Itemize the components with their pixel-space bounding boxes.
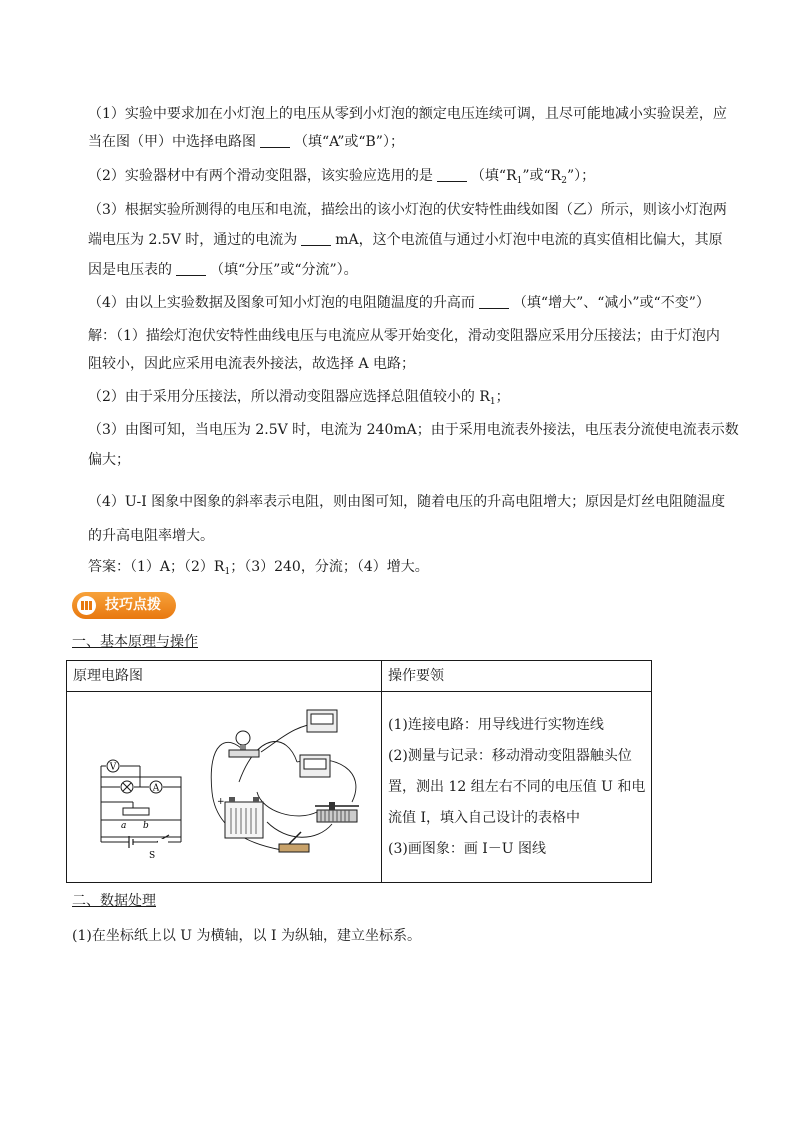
battery-apparatus <box>225 797 263 838</box>
badge-label: 技巧点拨 <box>105 597 161 613</box>
q3-text-d: （填“分压”或“分流”）。 <box>210 262 358 278</box>
subscript: 1 <box>224 567 231 577</box>
operation-steps <box>382 692 652 883</box>
answer-line <box>88 557 718 577</box>
circuit-diagram-cell <box>67 692 382 883</box>
q3-text-a: 端电压为 2.5V 时，通过的电流为 <box>88 232 298 248</box>
voltmeter-label: V <box>109 762 117 773</box>
switch-label: S <box>149 851 156 861</box>
q3-text-b: mA，这个电流值与通过小灯泡中电流的真实值相比偏大，其原 <box>335 232 723 248</box>
answer-blank <box>437 167 467 182</box>
q4-text-a: （4）由以上实验数据及图象可知小灯泡的电阻随温度的升高而 <box>88 295 475 311</box>
q3-text-c: 因是电压表的 <box>88 262 172 278</box>
section2-title: 二、数据处理 <box>72 893 156 909</box>
answer-blank <box>301 231 331 246</box>
table-header-circuit: 原理电路图 <box>67 661 382 692</box>
tips-badge <box>72 592 176 619</box>
op-step-2-cont: 置，测出 12 组左右不同的电压值 U 和电 <box>388 779 646 795</box>
q4-text-b: （填“增大”、“减小”或“不变”） <box>512 295 710 311</box>
rheostat-apparatus <box>315 802 359 822</box>
q1-line1: （1）实验中要求加在小灯泡上的电压从零到小灯泡的额定电压连续可调，且尽可能地减小实验误差，应 <box>88 106 727 122</box>
subscript: 2 <box>561 176 567 186</box>
answer-blank <box>479 294 509 309</box>
q1-text-a: 当在图（甲）中选择电路图 <box>88 134 256 150</box>
s2-text-a: （2）由于采用分压接法，所以滑动变阻器应选择总阻值较小的 R <box>88 389 490 405</box>
book-icon <box>77 596 96 615</box>
op-step-2-cont2: 流值 I，填入自己设计的表格中 <box>388 810 580 826</box>
answer-blank <box>260 133 290 148</box>
circuit-diagram <box>67 692 381 882</box>
op-step-2: (2)测量与记录：移动滑动变阻器触头位 <box>388 748 632 764</box>
q4-line <box>88 293 718 313</box>
terminal-a-label: a <box>121 821 127 831</box>
solution-s3-line1: （3）由图可知，当电压为 2.5V 时，电流为 240mA；由于采用电流表外接法，电压表分流使电流表示数 <box>88 422 739 438</box>
q3-line2 <box>88 230 723 250</box>
bulb-apparatus <box>229 731 259 757</box>
solution-s1-line2: 阻较小，因此应采用电流表外接法，故选择 A 电路； <box>88 356 416 372</box>
op-step-1: (1)连接电路：用导线进行实物连线 <box>388 717 604 733</box>
q2-text-c: ”或“R <box>522 168 562 184</box>
q2-line <box>88 166 718 186</box>
terminal-b-label: b <box>143 821 149 831</box>
answer-text-b: ；（3）240，分流；（4）增大。 <box>230 559 429 575</box>
voltmeter-apparatus <box>307 710 337 732</box>
solution-s3-line2: 偏大； <box>88 452 130 468</box>
answer-text-a: 答案：（1）A；（2）R <box>88 559 225 575</box>
ammeter-apparatus <box>300 755 330 777</box>
q3-line1: （3）根据实验所测得的电压和电流，描绘出的该小灯泡的伏安特性曲线如图（乙）所示，则该小灯泡两 <box>88 202 727 218</box>
q1-line2 <box>88 132 718 152</box>
solution-s2 <box>88 387 718 407</box>
answer-blank <box>176 261 206 276</box>
table-header-operation: 操作要领 <box>382 661 652 692</box>
solution-s1-line1: 解：（1）描绘灯泡伏安特性曲线电压与电流应从零开始变化，滑动变阻器应采用分压接法；由于灯泡内 <box>88 328 720 344</box>
ammeter-label: A <box>152 783 160 794</box>
switch-apparatus <box>279 832 309 852</box>
q1-text-b: （填“A”或“B”）； <box>294 134 404 150</box>
plus-label: + <box>217 797 225 807</box>
q2-text-a: （2）实验器材中有两个滑动变阻器，该实验应选用的是 <box>88 168 433 184</box>
op-step-3: (3)画图象：画 I－U 图线 <box>388 841 547 857</box>
section2-line1: (1)在坐标纸上以 U 为横轴，以 I 为纵轴，建立坐标系。 <box>72 928 421 944</box>
principle-table <box>66 660 652 883</box>
s2-text-b: ； <box>495 389 510 405</box>
q2-text-d: ”）； <box>566 168 596 184</box>
q3-line3 <box>88 260 718 280</box>
q2-text-b: （填“R <box>470 168 517 184</box>
section1-title: 一、基本原理与操作 <box>72 634 198 650</box>
solution-s4-line2: 的升高电阻率增大。 <box>88 528 214 544</box>
subscript: 1 <box>516 176 523 186</box>
subscript: 1 <box>489 397 496 407</box>
solution-s4-line1: （4）U-I 图象中图象的斜率表示电阻，则由图可知，随着电压的升高电阻增大；原因是灯丝电阻随温度 <box>88 494 726 510</box>
